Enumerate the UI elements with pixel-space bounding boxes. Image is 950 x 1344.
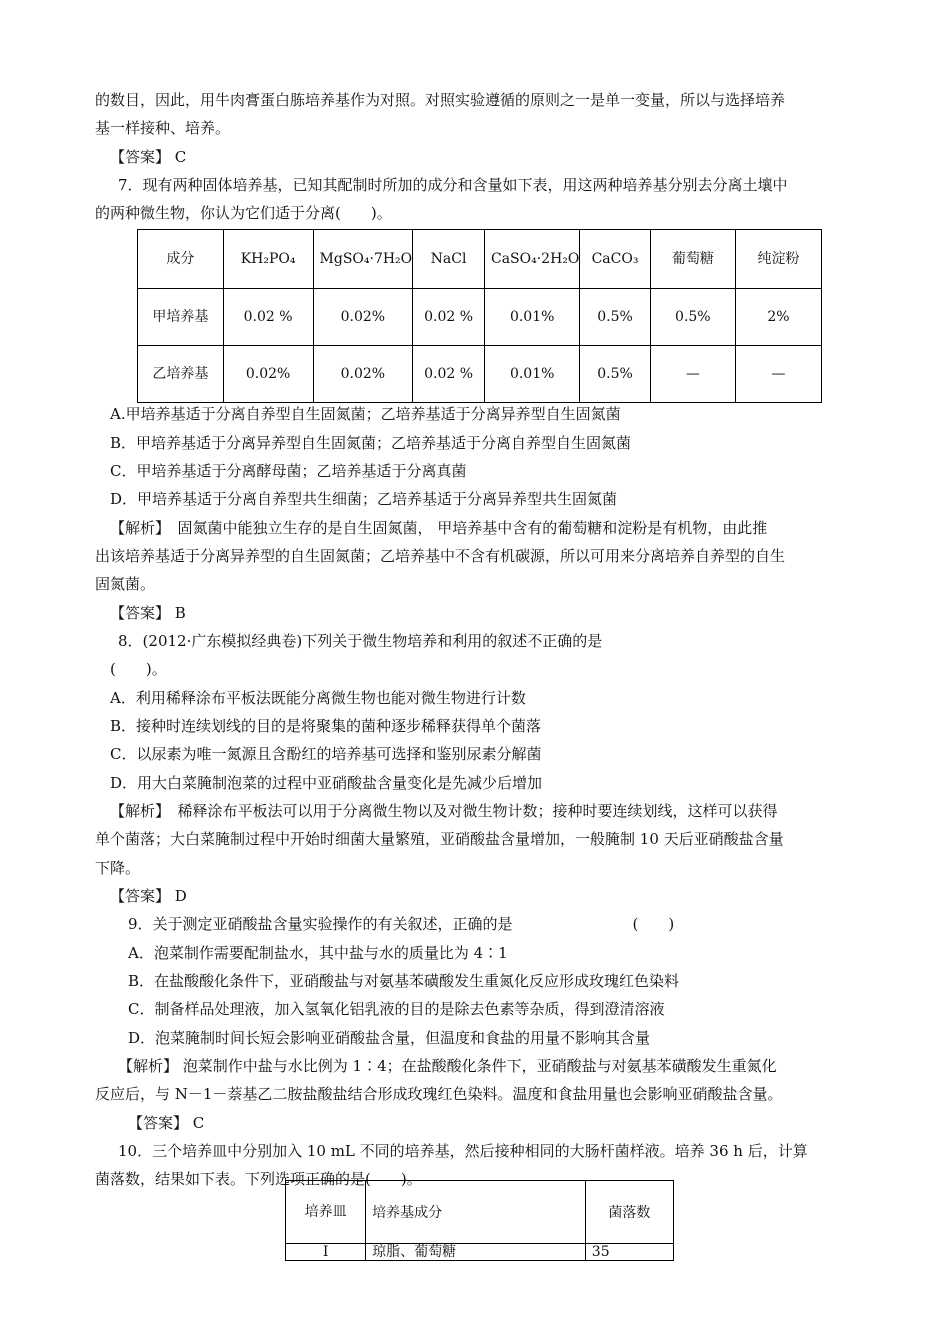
table-cell: 0.5% <box>580 346 650 403</box>
table-row <box>138 289 822 346</box>
table-cell: NaCl <box>413 230 485 289</box>
table-cell: 0.5% <box>650 289 735 346</box>
table-cell: KH₂PO₄ <box>223 230 313 289</box>
question-10: 10．三个培养皿中分别加入 10 mL 不同的培养基，然后接种相同的大肠杆菌样液。培养 36 h 后，计算 <box>118 1142 808 1160</box>
table-cell: 2% <box>736 289 822 346</box>
question-8: 8．(2012·广东模拟经典卷)下列关于微生物培养和利用的叙述不正确的是 <box>118 632 603 650</box>
table-header-row <box>138 230 822 289</box>
option-b: B．甲培养基适于分离异养型自生固氮菌；乙培养基适于分离自养型自生固氮菌 <box>110 434 632 452</box>
option-c: C．制备样品处理液，加入氢氧化铝乳液的目的是除去色素等杂质，得到澄清溶液 <box>128 1000 665 1018</box>
table-cell: 0.02 % <box>413 289 485 346</box>
option-d: D．泡菜腌制时间长短会影响亚硝酸盐含量，但温度和食盐的用量不影响其含量 <box>128 1029 651 1047</box>
text-line: 固氮菌。 <box>95 575 156 593</box>
table-cell: 0.02 % <box>413 346 485 403</box>
option-b: B．接种时连续划线的目的是将聚集的菌种逐步稀释获得单个菌落 <box>110 717 542 735</box>
table-cell: 0.01% <box>484 346 579 403</box>
option-b: B．在盐酸酸化条件下，亚硝酸盐与对氨基苯磺酸发生重氮化反应形成玫瑰红色染料 <box>128 972 680 990</box>
explanation: 【解析】 稀释涂布平板法可以用于分离微生物以及对微生物计数；接种时要连续划线，这样可以获得 <box>110 802 778 820</box>
explanation: 【解析】 泡菜制作中盐与水比例为 1∶4；在盐酸酸化条件下，亚硝酸盐与对氨基苯磺酸发生重氮化 <box>118 1057 777 1075</box>
text-line: 单个菌落；大白菜腌制过程中开始时细菌大量繁殖，亚硝酸盐含量增加，一般腌制 10 天后亚硝酸盐含量 <box>95 830 784 848</box>
question-9: 9．关于测定亚硝酸盐含量实验操作的有关叙述，正确的是 ( ) <box>128 915 675 933</box>
option-a: A.甲培养基适于分离自养型自生固氮菌；乙培养基适于分离异养型自生固氮菌 <box>110 405 621 423</box>
option-d: D．用大白菜腌制泡菜的过程中亚硝酸盐含量变化是先减少后增加 <box>110 774 543 792</box>
table-cell: 纯淀粉 <box>736 230 822 289</box>
option-c: C．甲培养基适于分离酵母菌；乙培养基适于分离真菌 <box>110 462 467 480</box>
table-cell: — <box>736 346 822 403</box>
text-line: 的数目，因此，用牛肉膏蛋白胨培养基作为对照。对照实验遵循的原则之一是单一变量，所以与选择培养 <box>95 91 786 109</box>
table-row <box>286 1244 674 1261</box>
option-a: A．泡菜制作需要配制盐水，其中盐与水的质量比为 4∶1 <box>128 944 508 962</box>
option-c: C．以尿素为唯一氮源且含酚红的培养基可选择和鉴别尿素分解菌 <box>110 745 542 763</box>
table-cell: 0.02% <box>223 346 313 403</box>
text-line: 反应后，与 N－1－萘基乙二胺盐酸盐结合形成玫瑰红色染料。温度和食盐用量也会影响亚硝酸盐含量。 <box>95 1085 783 1103</box>
table-cell: 菌落数 <box>585 1181 673 1244</box>
table-cell: CaSO₄·2H₂O <box>484 230 579 289</box>
answer-label: 【答案】 D <box>110 887 187 905</box>
table-cell: 0.01% <box>484 289 579 346</box>
table-cell: 成分 <box>138 230 224 289</box>
table-cell: 葡萄糖 <box>650 230 735 289</box>
answer-label: 【答案】 C <box>128 1114 205 1132</box>
colony-table <box>285 1180 674 1261</box>
table-cell: 0.5% <box>580 289 650 346</box>
nutrient-table <box>137 229 822 403</box>
table-cell: 培养皿 <box>286 1181 366 1244</box>
table-cell: — <box>650 346 735 403</box>
table-cell: Ⅰ <box>286 1244 366 1261</box>
table-cell: 35 <box>585 1244 673 1261</box>
table-cell: 琼脂、葡萄糖 <box>366 1244 586 1261</box>
table-cell: 0.02 % <box>223 289 313 346</box>
text-line: 出该培养基适于分离异养型的自生固氮菌；乙培养基中不含有机碳源，所以可用来分离培养自养型的自生 <box>95 547 786 565</box>
table-cell: 0.02% <box>313 346 413 403</box>
text-line: 的两种微生物，你认为它们适于分离( )。 <box>95 204 392 222</box>
explanation: 【解析】 固氮菌中能独立生存的是自生固氮菌， 甲培养基中含有的葡萄糖和淀粉是有机物，由此推 <box>110 519 768 537</box>
text-line: 基一样接种、培养。 <box>95 119 231 137</box>
answer-label: 【答案】 C <box>110 148 187 166</box>
text-line: ( )。 <box>110 660 167 678</box>
table-cell: 0.02% <box>313 289 413 346</box>
text-line: 菌落数，结果如下表。下列选项正确的是( )。 <box>95 1170 422 1188</box>
question-7: 7．现有两种固体培养基，已知其配制时所加的成分和含量如下表，用这两种培养基分别去分离土壤中 <box>118 176 788 194</box>
option-d: D．甲培养基适于分离自养型共生细菌；乙培养基适于分离异养型共生固氮菌 <box>110 490 618 508</box>
text-line: 下降。 <box>95 859 141 877</box>
table-cell: 培养基成分 <box>366 1181 586 1244</box>
table-cell: MgSO₄·7H₂O <box>313 230 413 289</box>
table-cell: 乙培养基 <box>138 346 224 403</box>
option-a: A．利用稀释涂布平板法既能分离微生物也能对微生物进行计数 <box>110 689 526 707</box>
table-cell: CaCO₃ <box>580 230 650 289</box>
table-row <box>138 346 822 403</box>
table-cell: 甲培养基 <box>138 289 224 346</box>
table-header-row <box>286 1181 674 1244</box>
answer-label: 【答案】 B <box>110 604 186 622</box>
